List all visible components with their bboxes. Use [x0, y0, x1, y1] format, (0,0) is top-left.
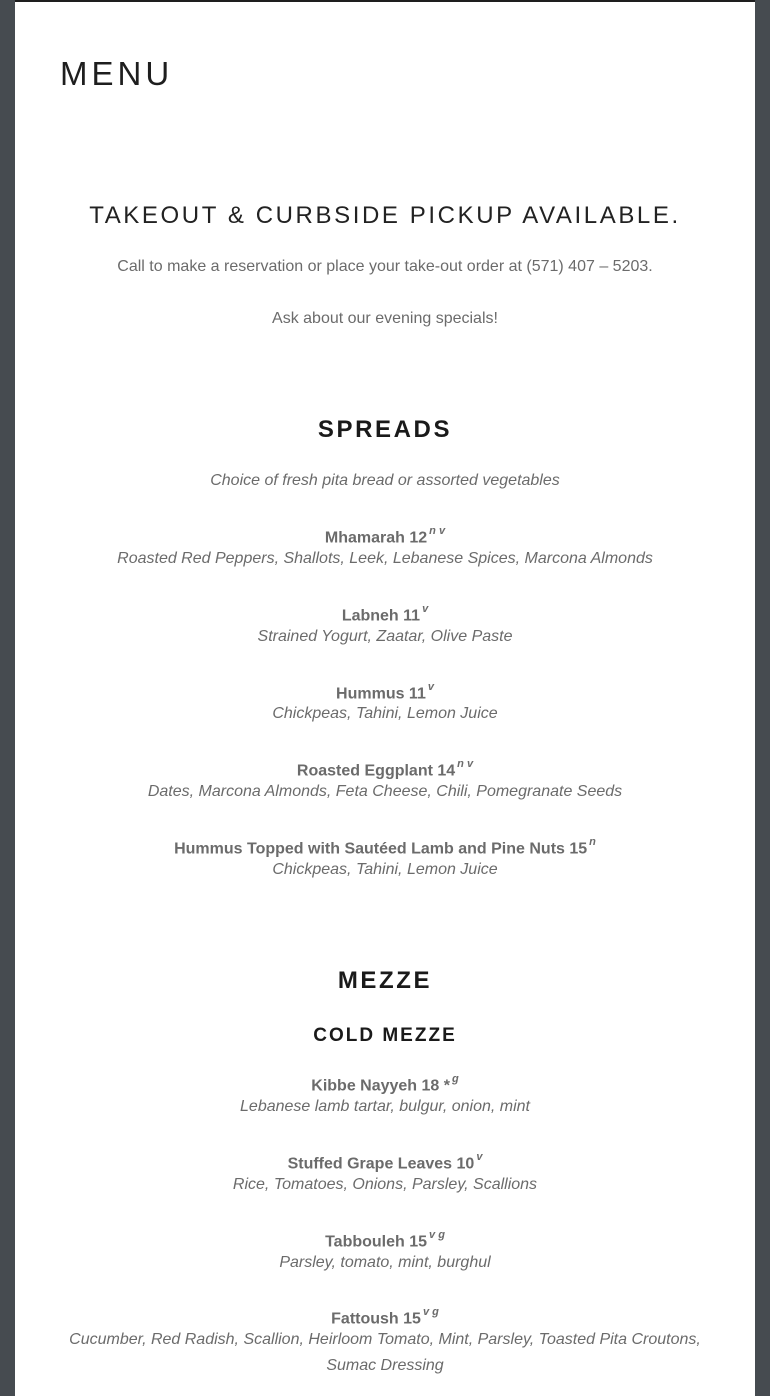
dietary-marks: n v	[457, 758, 474, 770]
menu-item-desc: Chickpeas, Tahini, Lemon Juice	[272, 861, 498, 878]
dietary-marks: v g	[422, 1306, 439, 1318]
specials-text: Ask about our evening specials!	[272, 310, 498, 327]
takeout-heading: TAKEOUT & CURBSIDE PICKUP AVAILABLE.	[89, 202, 681, 229]
item-name-text: Roasted Eggplant 14	[296, 762, 456, 780]
dietary-marks: g	[452, 1073, 459, 1085]
menu-item-desc: Chickpeas, Tahini, Lemon Juice	[272, 705, 498, 722]
item-name-text: Fattoush 15	[331, 1310, 421, 1328]
mezze-heading: MEZZE	[337, 967, 433, 994]
item-name-text: Kibbe Nayyeh 18 *	[311, 1077, 450, 1095]
spreads-note: Choice of fresh pita bread or assorted vegetables	[210, 472, 560, 489]
dietary-marks: v g	[429, 1229, 445, 1241]
item-name-text: Hummus 11	[336, 685, 426, 703]
dietary-marks: n	[589, 836, 596, 848]
dietary-marks: v	[476, 1151, 483, 1163]
item-name-text: Hummus Topped with Sautéed Lamb and Pine Nuts 15	[174, 840, 588, 858]
call-text: Call to make a reservation or place your take-out order at (571) 407 – 5203.	[117, 258, 653, 275]
menu-item-desc: Lebanese lamb tartar, bulgur, onion, mint	[240, 1098, 530, 1115]
dietary-marks: n v	[429, 525, 446, 537]
dietary-marks: v	[422, 603, 429, 615]
item-name-text: Mhamarah 12	[324, 529, 428, 547]
item-name-text: Tabbouleh 15	[325, 1233, 428, 1251]
menu-item-desc: Rice, Tomatoes, Onions, Parsley, Scallions	[232, 1176, 538, 1193]
menu-item-desc: Dates, Marcona Almonds, Feta Cheese, Chili, Pomegranate Seeds	[147, 783, 623, 800]
page-title: MENU	[60, 55, 174, 92]
dietary-marks: v	[427, 681, 434, 693]
cold-mezze-heading: COLD MEZZE	[313, 1025, 457, 1046]
menu-item-desc: Parsley, tomato, mint, burghul	[279, 1254, 491, 1271]
menu-item-desc: Strained Yogurt, Zaatar, Olive Paste	[257, 628, 513, 645]
menu-page	[15, 0, 755, 1396]
menu-item-desc: Cucumber, Red Radish, Scallion, Heirloom Tomato, Mint, Parsley, Toasted Pita Croutons, Sumac Dressing	[69, 1331, 701, 1374]
item-name-text: Labneh 11	[341, 607, 421, 625]
menu-item-desc: Roasted Red Peppers, Shallots, Leek, Lebanese Spices, Marcona Almonds	[117, 550, 653, 567]
item-name-text: Stuffed Grape Leaves 10	[287, 1155, 475, 1173]
spreads-heading: SPREADS	[317, 416, 453, 443]
